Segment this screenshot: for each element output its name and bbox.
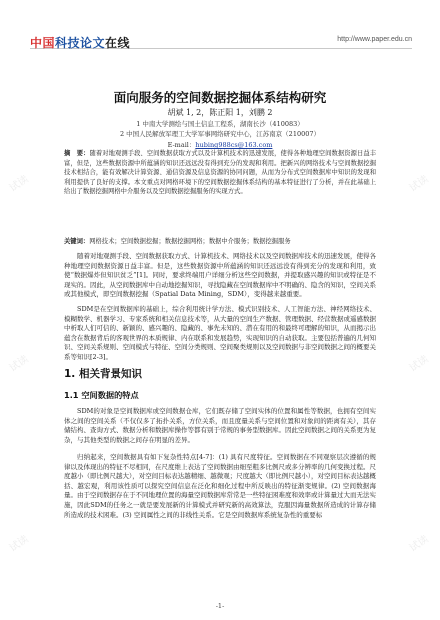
watermark: 试读 <box>407 173 431 195</box>
logo-part-tail: 在线 <box>105 36 131 50</box>
page-header <box>30 34 412 49</box>
watermark: 试读 <box>407 533 431 555</box>
section-paragraph-1: SDM的对象是空间数据库或空间数据仓库，它们既存储了空间实体的位置和属性等数据，也拥有空间实体之间的空间关系（不仅仅多了拓扑关系，方位关系，而且度量关系与空间位置和对象间的距离有关），其存储结构、查询方式、数据分析和数据库操作等都有别于常规的事务型数据库。因此空间数据之间的关系更为复杂，与其他类型的数据之间存在明显的差异。 <box>64 407 376 444</box>
logo-part-cn: 中国 <box>30 36 56 50</box>
watermark: 试读 <box>7 173 31 195</box>
watermark: 试读 <box>407 353 431 375</box>
abstract-label: 摘 要： <box>64 150 90 157</box>
email-label: E-mail： <box>167 141 196 149</box>
paper-title: 面向服务的空间数据挖掘体系结构研究 <box>113 90 327 105</box>
abstract <box>64 149 376 197</box>
page-number: -1- <box>215 602 225 610</box>
abstract-text: 随着对地观测手段、空间数据获取方式以及计算机技术的迅速发展，使得各种地理空间数据资源日益丰富，但是，这些数据资源中所蕴涵的知识还远远没有得到充分的发现和利用。把新兴的网络技术与空间数据挖掘技术相结合，能有效解决计算资源、通信资源及信息资源的协同问题，从而为分布式空间数据库中知识的发现和利用提供了良好的支撑。本文重点对网格环境下的空间数据挖掘体系结构的基本特征进行了分析，并在此基础上给出了数据挖掘网格中介服务以及空间数据挖掘服务的实现方式。 <box>64 150 377 196</box>
watermark: 试读 <box>7 353 31 375</box>
section-heading-1: 1. 相关背景知识 <box>64 368 142 380</box>
watermark: 试读 <box>7 533 31 555</box>
subsection-heading-1-1: 1.1 空间数据的特点 <box>64 390 139 400</box>
intro-paragraph-1: 随着对地观测手段、空间数据获取方式、计算机技术、网络技术以及空间数据库技术的迅速发展，使得各种地理空间数据资源日益丰富。但是，这些数据资源中所蕴涵的知识还远远没有得到充分的发现和利用，致使“数据爆炸但知识贫乏”[1]。同时，要求终端用户详细分析这些空间数据，并提取感兴趣的知识或特征是不现实的。因此，从空间数据库中自动地挖掘知识，寻找隐藏在空间数据库中不明确的、隐含的知识，空间关系或其他模式，即空间数据挖掘（Spatial Data Mining，SDM），变得越来越重要。 <box>64 252 376 299</box>
paper-authors: 胡斌 1, 2，陈正阳 1，刘鹏 2 <box>167 108 273 117</box>
site-logo[interactable] <box>30 34 130 51</box>
logo-part-mid: 科技论文 <box>55 36 106 50</box>
affiliation-2: 2 中国人民解放军理工大学军事网络研究中心，江苏南京（210007） <box>119 130 320 138</box>
affiliation-1: 1 中南大学测绘与国土信息工程系，湖南长沙（410083） <box>136 120 304 128</box>
email-link[interactable]: hubing988cs@163.com <box>195 141 273 149</box>
keywords-label: 关键词： <box>64 238 90 245</box>
keywords-text: 网格技术；空间数据挖掘；数据挖掘网格；数据中介服务；数据挖掘服务 <box>89 238 291 245</box>
keywords <box>64 237 376 246</box>
section-paragraph-2: 归纳起来，空间数据具有如下复杂性特点[4-7]：(1) 具有尺度特征。空间数据在不同观察层次遵循的规律以及体现出的特征不尽相同，在尺度维上表达了空间数据由细至粗多比例尺或多分辨率的几何变换过程。尺度越小（即比例尺越大），对空间目标表达越精细、越微观；尺度越大（即比例尺越小），对空间目标表达越概括、越宏观，利用该性质可以探究空间信息在泛化和细化过程中所反映出的特征渐变规律。(2) 空间数据海量。由于空间数据存在于不同地理位置的海量空间数据库常常是一些特征困难度和效率或计算量过大而无法实施，因此SDM的任务之一就是要发展新的计算模式并研究新的高效算法，克服因海量数据所造成的计算存储所造成的技术困难。(3) 空间属性之间的非线性关系。它是空间数据库系统复杂性的重要标 <box>64 453 376 519</box>
intro-paragraph-2: SDM是在空间数据库的基础上，综合利用统计学方法、模式识别技术、人工智能方法、神经网络技术、模糊数学、机器学习、专家系统和相关信息技术等，从大量的空间生产数据、管理数据、经营数据或遥感数据中析取人们可信的、新颖的、感兴趣的、隐藏的、事先未知的、潜在有用的和最终可理解的知识，从而揭示出蕴含在数据背后的客观世界的本质规律、内在联系和发展趋势，实现知识的自动获取。主要包括普遍的几何知识、空间关系规则、空间模式与特征、空间分类规则、空间聚类规则以及空间数据与非空间数据之间的概要关系等知识[2-3]。 <box>64 305 376 361</box>
site-url[interactable]: http://www.paper.edu.cn <box>337 36 412 43</box>
email-line <box>0 140 440 149</box>
